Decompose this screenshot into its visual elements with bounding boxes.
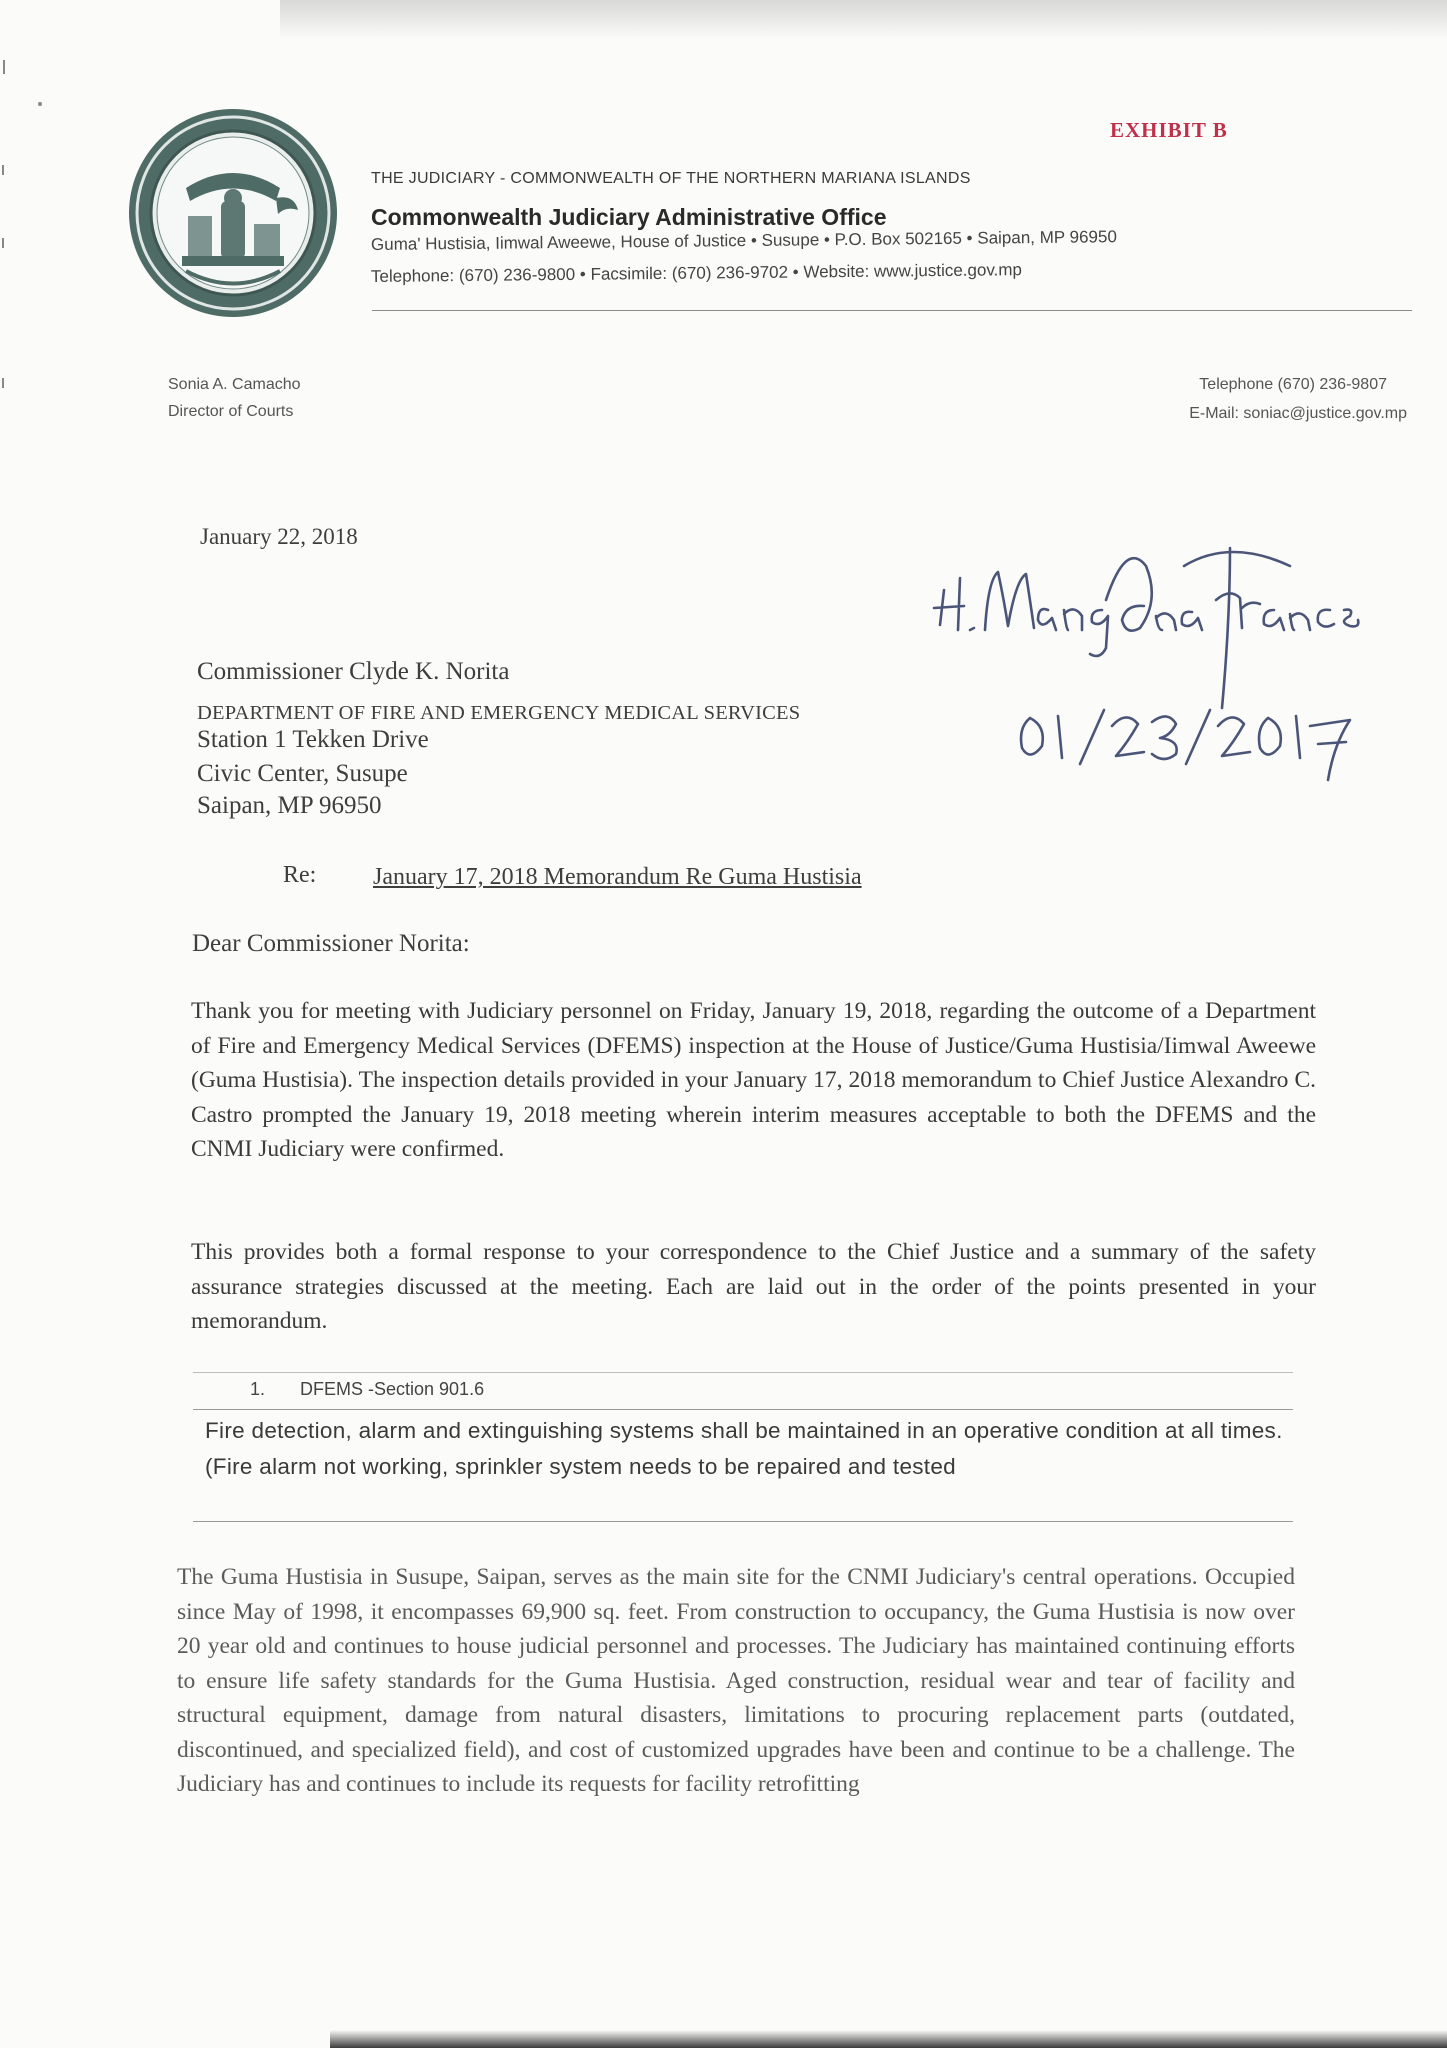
recipient-department: DEPARTMENT OF FIRE AND EMERGENCY MEDICAL SERVICES [197, 702, 801, 724]
section-top-rule [193, 1372, 1293, 1373]
seal-icon [126, 106, 340, 320]
re-subject: January 17, 2018 Memorandum Re Guma Hustisia [373, 864, 862, 890]
recipient-street: Station 1 Tekken Drive [197, 726, 429, 753]
letterhead-divider [372, 310, 1412, 311]
sender-title: Director of Courts [168, 403, 294, 420]
letterhead-organization: THE JUDICIARY - COMMONWEALTH OF THE NORTHERN MARIANA ISLANDS [371, 170, 971, 187]
section-number: 1. [250, 1379, 266, 1399]
handwritten-signature [930, 530, 1360, 790]
sender-email: E-Mail: soniac@justice.gov.mp [1189, 405, 1407, 422]
recipient-city: Saipan, MP 96950 [197, 792, 382, 819]
letter-date: January 22, 2018 [200, 524, 358, 549]
salutation: Dear Commissioner Norita: [192, 930, 470, 957]
exhibit-label: EXHIBIT B [1110, 118, 1228, 142]
margin-mark [38, 102, 42, 106]
scan-shadow [330, 2030, 1447, 2048]
paragraph-1: Thank you for meeting with Judiciary personnel on Friday, January 19, 2018, regarding the outcome of a Department of Fire and Emergency Medical Services (DFEMS) inspection at the House of Justice/Guma Hustisia/Iimwal Aweewe (Guma Hustisia). The inspection details provided in your January 17, 2018 memorandum to Chief Justice Alexandro C. Castro prompted the January 19, 2018 meeting wherein interim measures acceptable to both the DFEMS and the CNMI Judiciary were confirmed. [191, 998, 1316, 1162]
section-text: Fire detection, alarm and extinguishing systems shall be maintained in an operative condition at all times. (Fire alarm not working, sprinkler system needs to be repaired and tested [205, 1418, 1283, 1479]
section-title: DFEMS -Section 901.6 [300, 1379, 485, 1399]
section-title-rule [193, 1409, 1293, 1410]
letterhead-office: Commonwealth Judiciary Administrative Office [371, 204, 887, 230]
margin-mark [2, 378, 4, 388]
letterhead-contact: Telephone: (670) 236-9800 • Facsimile: (670) 236-9702 • Website: www.justice.gov.mp [370, 260, 1023, 286]
scan-shadow [280, 0, 1447, 40]
paragraph-3: The Guma Hustisia in Susupe, Saipan, serves as the main site for the CNMI Judiciary's central operations. Occupied since May of 1998, it encompasses 69,900 sq. feet. From construction to occupancy, the Guma Hustisia is now over 20 year old and continues to house judicial personnel and processes. The Judiciary has maintained continuing efforts to ensure life safety standards for the Guma Hustisia. Aged construction, residual wear and tear of facility and structural equipment, damage from natural disasters, limitations to procuring replacement parts (outdated, discontinued, and specialized field), and cost of customized upgrades have been and continue to be a challenge. The Judiciary has and continues to include its requests for facility retrofitting [177, 1564, 1295, 1797]
paragraph-2: This provides both a formal response to your correspondence to the Chief Justice and a summary of the safety assurance strategies discussed at the meeting. Each are laid out in the order of the points presented in your memorandum. [191, 1239, 1316, 1334]
recipient-locality: Civic Center, Susupe [197, 760, 408, 787]
recipient-name: Commissioner Clyde K. Norita [197, 658, 510, 685]
margin-mark [2, 165, 4, 175]
sender-telephone: Telephone (670) 236-9807 [1199, 376, 1387, 393]
letterhead-address: Guma' Hustisia, Iimwal Aweewe, House of Justice • Susupe • P.O. Box 502165 • Saipan, MP 96950 [370, 227, 1117, 254]
margin-mark [3, 60, 5, 74]
sender-name: Sonia A. Camacho [168, 376, 301, 393]
re-label: Re: [283, 862, 317, 888]
section-bottom-rule [193, 1521, 1293, 1522]
margin-mark [2, 238, 4, 248]
